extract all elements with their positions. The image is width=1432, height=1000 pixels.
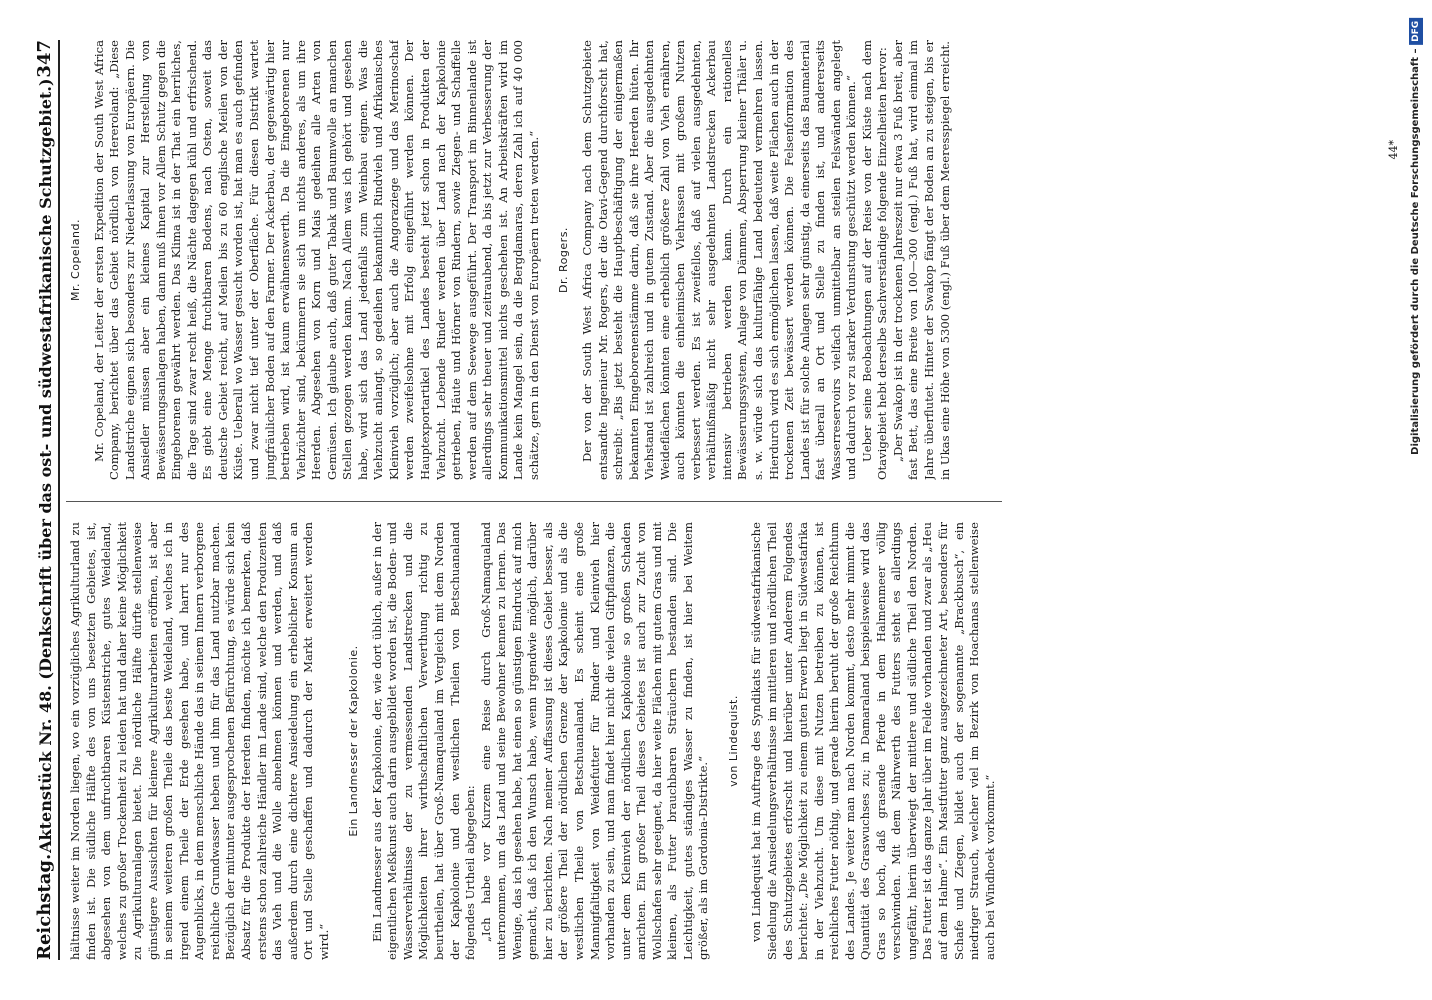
- right-column: [68, 40, 1372, 480]
- section-heading: von Lindequist.: [726, 695, 740, 787]
- paragraph: von Lindequist hat im Auftrage des Syndikats für südwestafrikanische Siedelung die Ansiedelungsverhältnisse im mittleren und nördlichen Theil des Schutzgebietes erforscht und hierüber unter Anderem Folgendes berichtet: „Die Möglichkeit zu einem guten Erwerb liegt in Südwestafrika in der Viehzucht. Um diese mit Nutzen betreiben zu können, ist reichliches Futter nöthig, und gerade hierin beruht der große Reichthum des Landes. Je weiter man nach Norden kommt, desto mehr nimmt die Quantität des Graswuchses zu; in Damaraland beispielsweise wird das Gras so hoch, daß grasende Pferde in dem Halmenmeer völlig verschwinden. Mit dem Nährwerth des Futters steht es allerdings ungefähr, hierin überwiegt der mittlere und südliche Theil den Norden. Das Futter ist das ganze Jahr über im Felde vorhanden und zwar als „Heu auf dem Halme“. Ein Mastfutter ganz ausgezeichneter Art, besonders für Schafe und Ziegen, bildet auch der sogenannte „Brackbusch“, ein niedriger Strauch, welcher viel im Bezirk von Hoachanas stellenweise auch bei Windhoek vorkommt.“: [749, 522, 997, 960]
- header-rule: [58, 40, 60, 960]
- paragraph: Ueber seine Beobachtungen auf der Reise von der Küste nach dem Otavigebiet hebt derselbe Sachverständige folgende Einzelheiten hervor:: [859, 40, 890, 480]
- column-divider: [66, 501, 1002, 502]
- sidebar-text: [1409, 12, 1423, 455]
- sidebar-caption: Digitalisierung gefördert durch die Deutsche Forschungsgemeinschaft –: [1410, 48, 1421, 455]
- paragraph: Ein Landmesser aus der Kapkolonie, der, wie dort üblich, außer in der eigentlichen Meßkunst auch darin ausgebildet worden ist, die Boden- und Wasserverhältnisse der zu vermessenden Landstrecken und die Möglichkeiten ihrer wirthschaftlichen Verwerthung richtig zu beurtheilen, hat über Groß-Namaqualand im Vergleich mit dem Norden der Kapkolonie und den westlichen Theilen von Betschuanaland folgendes Urtheil abgegeben:: [369, 522, 478, 960]
- dfg-logo: DFG: [1409, 18, 1423, 45]
- left-column: [68, 522, 1372, 960]
- page-header: [14, 40, 54, 960]
- paragraph: Der von der South West Africa Company nach dem Schutzgebiete entsandte Ingenieur Mr. Rogers, der die Otavi-Gegend durchforscht hat, schreibt: „Bis jetzt besteht die Hauptbeschäftigung der einigermaßen bekannten Eingeborenenstämme darin, daß sie ihre Heerden hüten. Ihr Viehstand ist zahlreich und in gutem Zustand. Aber die ausgedehnten Weideflächen könnten eine erheblich größere Zahl von Vieh ernähren, auch könnten die einheimischen Viehrassen mit großem Nutzen verbessert werden. Es ist zweifellos, daß auf vielen ausgedehnten, verhältnißmäßig nicht sehr ausgedehnten Landstrecken Ackerbau intensiv betrieben werden kann. Durch ein rationelles Bewässerungssystem, Anlage von Dämmen, Absperrung kleiner Thäler u. s. w. würde sich das kulturfähige Land bedeutend vermehren lassen. Hierdurch wird es sich ermöglichen lassen, daß weite Flächen auch in der trockenen Zeit bewässert werden können. Die Felsenformation des Landes ist für solche Anlagen sehr günstig, da einerseits das Baumaterial fast überall an Ort und Stelle zu finden ist, und andererseits Wasserreservoirs vielfach unmittelbar an steilen Felswänden angelegt und dadurch vor zu starker Verdunstung geschützt werden können.“: [579, 40, 859, 480]
- header-left: Reichstag.: [34, 853, 55, 960]
- digitization-sidebar: [1402, 0, 1430, 1000]
- paragraph: hältnisse weiter im Norden liegen, wo ein vorzügliches Agrikulturland zu finden ist. Die südliche Hälfte des von uns besetzten Gebietes, ist, abgesehen von dem unfruchtbaren Küstenstriche, gutes Weideland, welches zu großer Trockenheit zu leiden hat und daher keine Möglichkeit zu Agrikulturanlagen bietet. Die nördliche Hälfte dürfte stellenweise günstigere Aussichten für kleinere Agrikulturarbeiten eröffnen, ist aber in seinem weiteren großen Theile das beste Weideland, welches ich in irgend einem Theile der Erde gesehen habe, und harrt nur des Augenblicks, in dem menschliche Hände das in seinem Innern verborgene reichliche Grundwasser heben und ihm für das Land nutzbar machen. Bezüglich der mitunter ausgesprochenen Befürchtung, es würde sich kein Absatz für die Produkte der Heerden finden, möchte ich bemerken, daß erstens schon zahlreiche Händler im Lande sind, welche den Produzenten das Vieh und die Wolle abnehmen können und werden, und daß außerdem durch eine dichtere Ansiedelung ein erheblicher Konsum an Ort und Stelle geschaffen und dadurch der Markt erweitert werden wird.“: [68, 522, 331, 960]
- header-title: Aktenstück Nr. 48. (Denkschrift über das ost- und südwestafrikanische Schutzgebiet.): [36, 78, 55, 853]
- section-heading: Mr. Copeland.: [69, 219, 82, 301]
- signature-mark: 44*: [1387, 140, 1400, 160]
- page-number: 347: [34, 40, 55, 78]
- paragraph: Mr. Copeland, der Leiter der ersten Expedition der South West Africa Company, berichtet über das Gebiet nördlich von Hereroland: „Diese Landstriche eignen sich besonders zur Niederlassung von Europäern. Die Ansiedler müssen aber ein kleines Kapital zur Herstellung von Bewässerungsanlagen haben, dann muß ihnen vor Allem Schutz gegen die Eingeborenen gewährt werden. Das Klima ist in der That ein herrliches, die Tage sind zwar recht heiß, die Nächte dagegen kühl und erfrischend. Es giebt eine Menge fruchtbaren Bodens, nach Osten, soweit das deutsche Gebiet reicht, auf Meilen bis zu 60 englische Meilen von der Küste. Ueberall wo Wasser gesucht worden ist, hat man es auch gefunden und zwar nicht tief unter der Oberfläche. Für diesen Distrikt wartet jungfräulicher Boden auf den Farmer. Der Ackerbau, der gegenwärtig hier betrieben wird, ist kaum erwähnenswerth. Da die Eingeborenen nur Viehzüchter sind, bekümmern sie sich um nichts anderes, als um ihre Heerden. Abgesehen von Korn und Mais gedeihen alle Arten von Gemüsen. Ich glaube auch, daß guter Tabak und Baumwolle an manchen Stellen gezogen werden kann. Nach Allem was ich gehört und gesehen habe, wird sich das Land jedenfalls zum Weinbau eignen. Was die Viehzucht anlangt, so gedeihen bekanntlich Rindvieh und Afrikanisches Kleinvieh vorzüglich; aber auch die Angoraziege und das Merinoschaf werden zweifelsohne mit Erfolg eingeführt werden können. Der Hauptexportartikel des Landes besteht jetzt schon in Produkten der Viehzucht. Lebende Rinder werden über Land nach der Kapkolonie getrieben, Häute und Hörner von Rindern, sowie Ziegen- und Schaffelle werden auf dem Seewege ausgeführt. Der Transport im Binnenlande ist allerdings sehr theuer und zeitraubend, da bis jetzt zur Verbesserung der Kommunikationsmittel nichts geschehen ist. An Arbeitskräften wird im Lande kein Mangel sein, da die Bergdamaras, deren Zahl ich auf 40 000 schätze, gern in den Dienst von Europäern treten werden.“: [91, 40, 541, 480]
- paragraph: „Ich habe vor Kurzem eine Reise durch Groß-Namaqualand unternommen, um das Land und seine Bewohner kennen zu lernen. Das Wenige, das ich gesehen habe, hat einen so günstigen Eindruck auf mich gemacht, daß ich den Wunsch habe, wenn irgendwie möglich, darüber hier zu berichten. Nach meiner Auffassung ist dieses Gebiet besser, als der größere Theil der nördlichen Grenze der Kapkolonie und als die westlichen Theile von Betschuanaland. Es scheint eine große Mannigfaltigkeit von Weidefutter für Rinder und Kleinvieh hier vorhanden zu sein, und man findet hier nicht die vielen Giftpflanzen, die unter dem Kleinvieh der nördlichen Kapkolonie so großen Schaden anrichten. Ein großer Theil dieses Gebietes ist auch zur Zucht von Wollschafen sehr geeignet, da hier weite Flächen mit gutem Gras und mit kleinen, als Futter brauchbaren Sträuchern bestanden sind. Die Leichtigkeit, gutes ständiges Wasser zu finden, ist hier bei Weitem größer, als im Gordonia-Distrikte.“: [478, 522, 711, 960]
- paragraph: „Der Swakop ist in der trockenen Jahreszeit nur etwa 3 Fuß breit, aber fast Bett, das eine Breite von 100—300 (engl.) Fuß hat, wird einmal im Jahre überflutet. Hinter der Swakop fängt der Boden an zu steigen, bis er in Ukas eine Höhe von 5300 (engl.) Fuß über dem Meeresspiegel erreicht.: [890, 40, 952, 480]
- section-heading: Dr. Rogers.: [557, 227, 571, 293]
- section-heading: Ein Landmesser der Kapkolonie.: [347, 645, 361, 837]
